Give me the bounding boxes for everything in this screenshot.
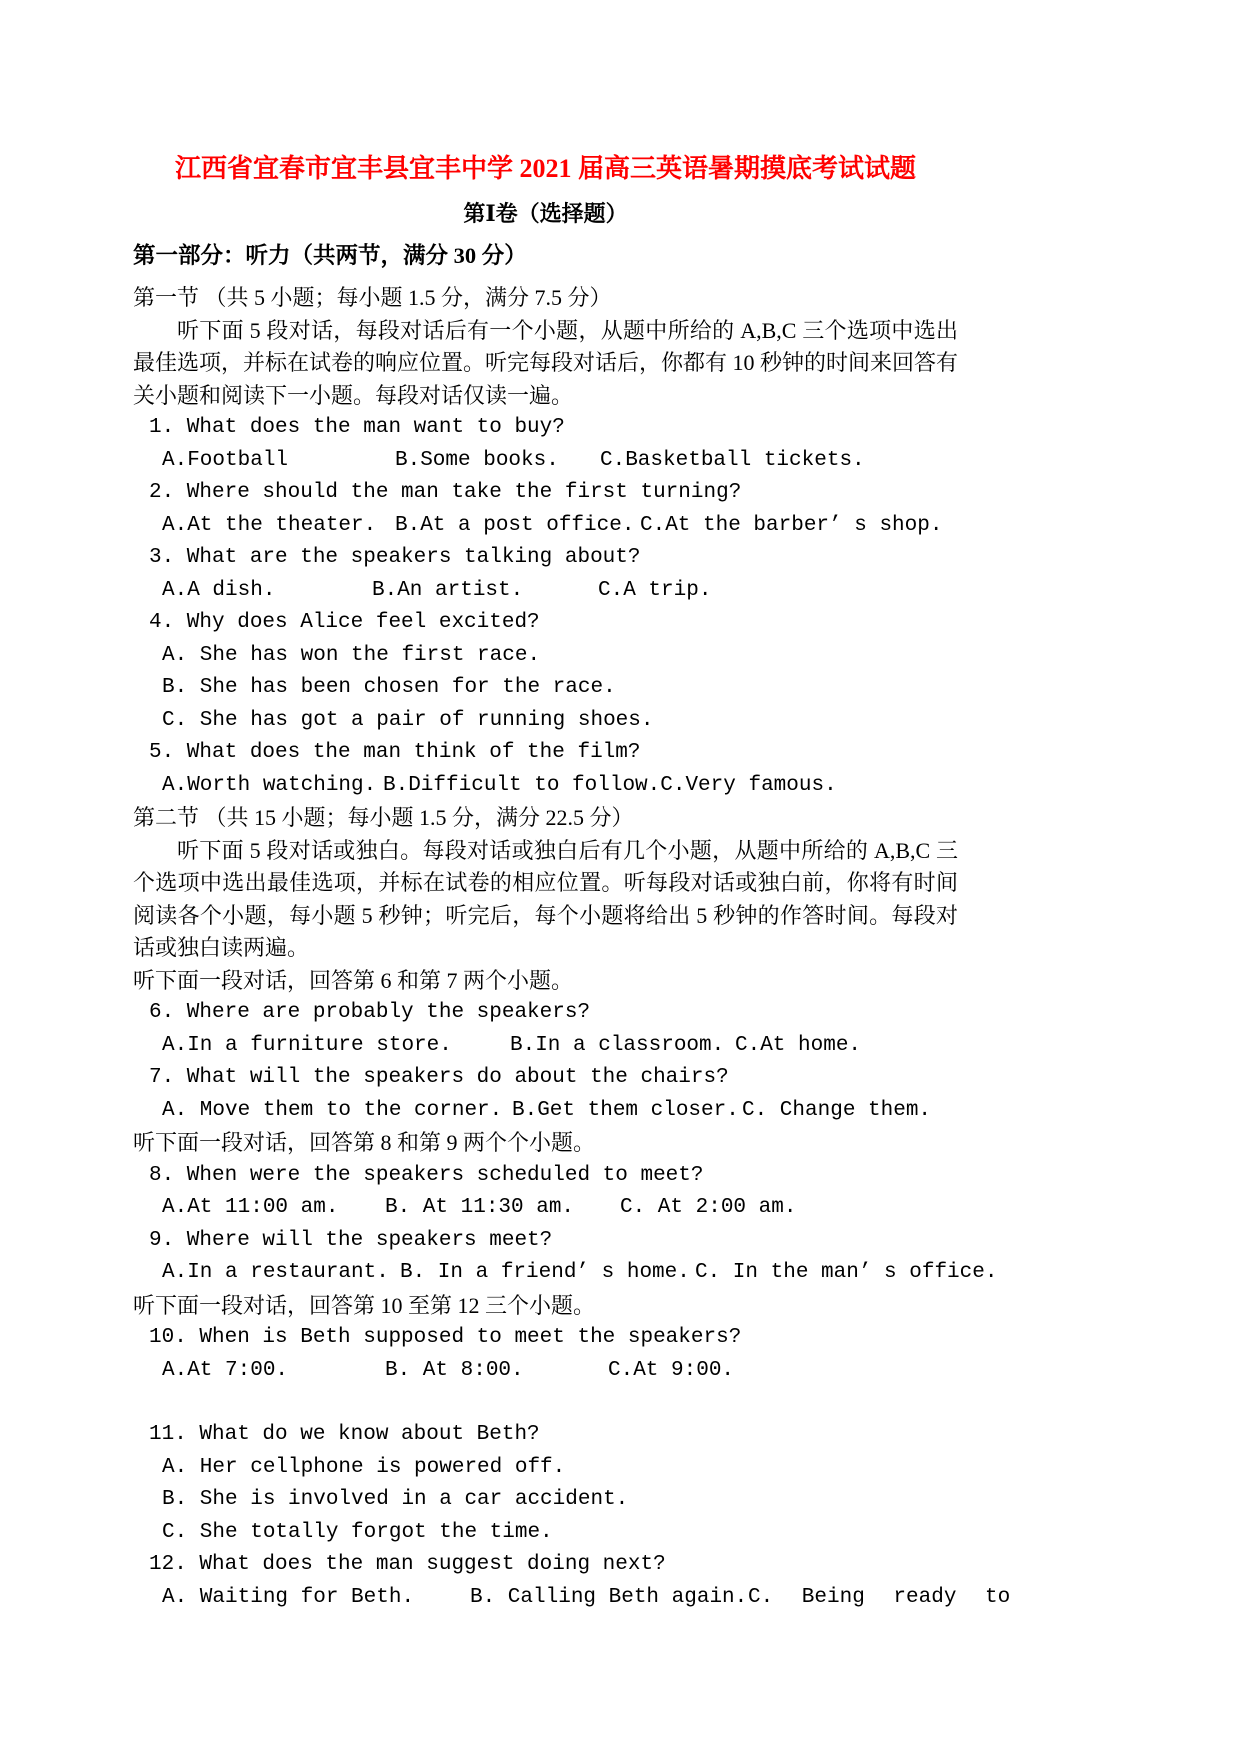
question-1-stem: 1. What does the man want to buy? [149, 416, 565, 439]
question-4-option-a: A. She has won the first race. [162, 643, 541, 667]
volume-heading: 第Ⅰ卷（选择题） [463, 201, 628, 226]
question-6-option-b: B.In a classroom. [510, 1033, 725, 1057]
question-9-option-b: B. In a friend’ s home. [400, 1261, 690, 1284]
question-3-option-a: A.A dish. [162, 578, 276, 602]
question-8-options [162, 1192, 958, 1225]
question-8-option-a: A.At 11:00 am. [162, 1196, 339, 1219]
question-1-option-c: C.Basketball tickets. [600, 448, 865, 472]
question-7-option-c: C. Change them. [742, 1098, 932, 1122]
question-7-stem: 7. What will the speakers do about the chairs? [149, 1066, 729, 1089]
question-12-option-a: A. Waiting for Beth. [162, 1585, 415, 1609]
question-2-option-c: C.At the barber’ s shop. [640, 513, 943, 537]
question-2-stem: 2. Where should the man take the first turning? [149, 481, 742, 504]
dialog-prompt-8-9: 听下面一段对话，回答第 8 和第 9 两个个小题。 [133, 1130, 596, 1155]
question-1-options [162, 445, 958, 478]
question-9-stem: 9. Where will the speakers meet? [149, 1228, 553, 1252]
question-2-option-a: A.At the theater. [162, 513, 377, 537]
question-12-option-b: B. Calling Beth again. [470, 1585, 748, 1609]
dialog-prompt-6-7: 听下面一段对话，回答第 6 和第 7 两个小题。 [133, 967, 574, 993]
question-11-option-a: A. Her cellphone is powered off. [162, 1455, 566, 1479]
question-6-option-c: C.At home. [735, 1033, 862, 1057]
question-5-options [162, 770, 958, 803]
exam-title: 江西省宜春市宜丰县宜丰中学 2021 届高三英语暑期摸底考试试题 [174, 154, 916, 183]
question-12-option-c: C. Being ready to [748, 1585, 1011, 1609]
blank-line [133, 1387, 958, 1419]
question-11-option-c: C. She totally forgot the time. [162, 1520, 553, 1544]
question-8-stem: 8. When were the speakers scheduled to meet? [149, 1163, 704, 1187]
question-8-option-b: B. At 11:30 am. [385, 1196, 575, 1219]
dialog-prompt-10-12: 听下面一段对话，回答第 10 至第 12 三个小题。 [133, 1292, 596, 1318]
question-7-option-b: B.Get them closer. [512, 1098, 739, 1122]
question-12-stem: 12. What does the man suggest doing next? [149, 1553, 666, 1576]
section2-instructions: 听下面 5 段对话或独白。每段对话或独白后有几个小题，从题中所给的 A,B,C 三个选项中选出最佳选项，并标在试卷的相应位置。听每段对话或独白前，你将有时间阅读各个小题，每小题 5 秒钟；听完后，每个小题将给出 5 秒钟的作答时间。每段对话或独白读两遍。 [133, 837, 958, 960]
question-7-option-a: A. Move them to the corner. [162, 1098, 503, 1122]
question-2-options [162, 510, 958, 543]
question-5-option-c: C.Very famous. [660, 773, 837, 797]
question-9-option-c: C. In the man’ s office. [695, 1261, 998, 1284]
question-10-options [162, 1355, 958, 1388]
question-1-option-a: A.Football [162, 448, 289, 472]
question-6-option-a: A.In a furniture store. [162, 1033, 452, 1057]
question-3-option-c: C.A trip. [598, 578, 712, 602]
question-4-option-c: C. She has got a pair of running shoes. [162, 708, 654, 732]
section1-heading: 第一节 （共 5 小题；每小题 1.5 分，满分 7.5 分） [133, 285, 612, 310]
question-7-options [162, 1095, 958, 1128]
section1-instructions: 听下面 5 段对话，每段对话后有一个小题，从题中所给的 A,B,C 三个选项中选出最佳选项，并标在试卷的响应位置。听完每段对话后，你都有 10 秒钟的时间来回答有关小题和阅读下一小题。每段对话仅读一遍。 [133, 317, 959, 408]
question-4-option-b: B. She has been chosen for the race. [162, 676, 616, 699]
question-11-option-b: B. She is involved in a car accident. [162, 1488, 629, 1511]
question-5-option-b: B.Difficult to follow. [383, 773, 661, 797]
question-11-stem: 11. What do we know about Beth? [149, 1423, 540, 1446]
question-9-options [162, 1257, 998, 1290]
question-10-stem: 10. When is Beth supposed to meet the speakers? [149, 1326, 742, 1349]
question-9-option-a: A.In a restaurant. [162, 1261, 389, 1284]
section2-heading: 第二节 （共 15 小题；每小题 1.5 分，满分 22.5 分） [133, 805, 634, 830]
question-10-option-b: B. At 8:00. [385, 1358, 524, 1382]
question-5-stem: 5. What does the man think of the film? [149, 741, 641, 764]
part1-heading: 第一部分：听力（共两节，满分 30 分） [133, 243, 527, 268]
question-10-option-a: A.At 7:00. [162, 1358, 289, 1382]
question-3-options [162, 575, 958, 608]
question-12-options [162, 1582, 1011, 1615]
question-4-stem: 4. Why does Alice feel excited? [149, 611, 540, 634]
question-6-options [162, 1030, 958, 1063]
question-5-option-a: A.Worth watching. [162, 773, 377, 797]
exam-content [133, 150, 1011, 1614]
question-10-option-c: C.At 9:00. [608, 1358, 735, 1382]
question-1-option-b: B.Some books. [395, 448, 559, 472]
question-3-stem: 3. What are the speakers talking about? [149, 546, 641, 569]
question-6-stem: 6. Where are probably the speakers? [149, 1001, 591, 1024]
question-8-option-c: C. At 2:00 am. [620, 1196, 797, 1219]
question-3-option-b: B.An artist. [372, 578, 524, 602]
question-2-option-b: B.At a post office. [395, 513, 635, 537]
